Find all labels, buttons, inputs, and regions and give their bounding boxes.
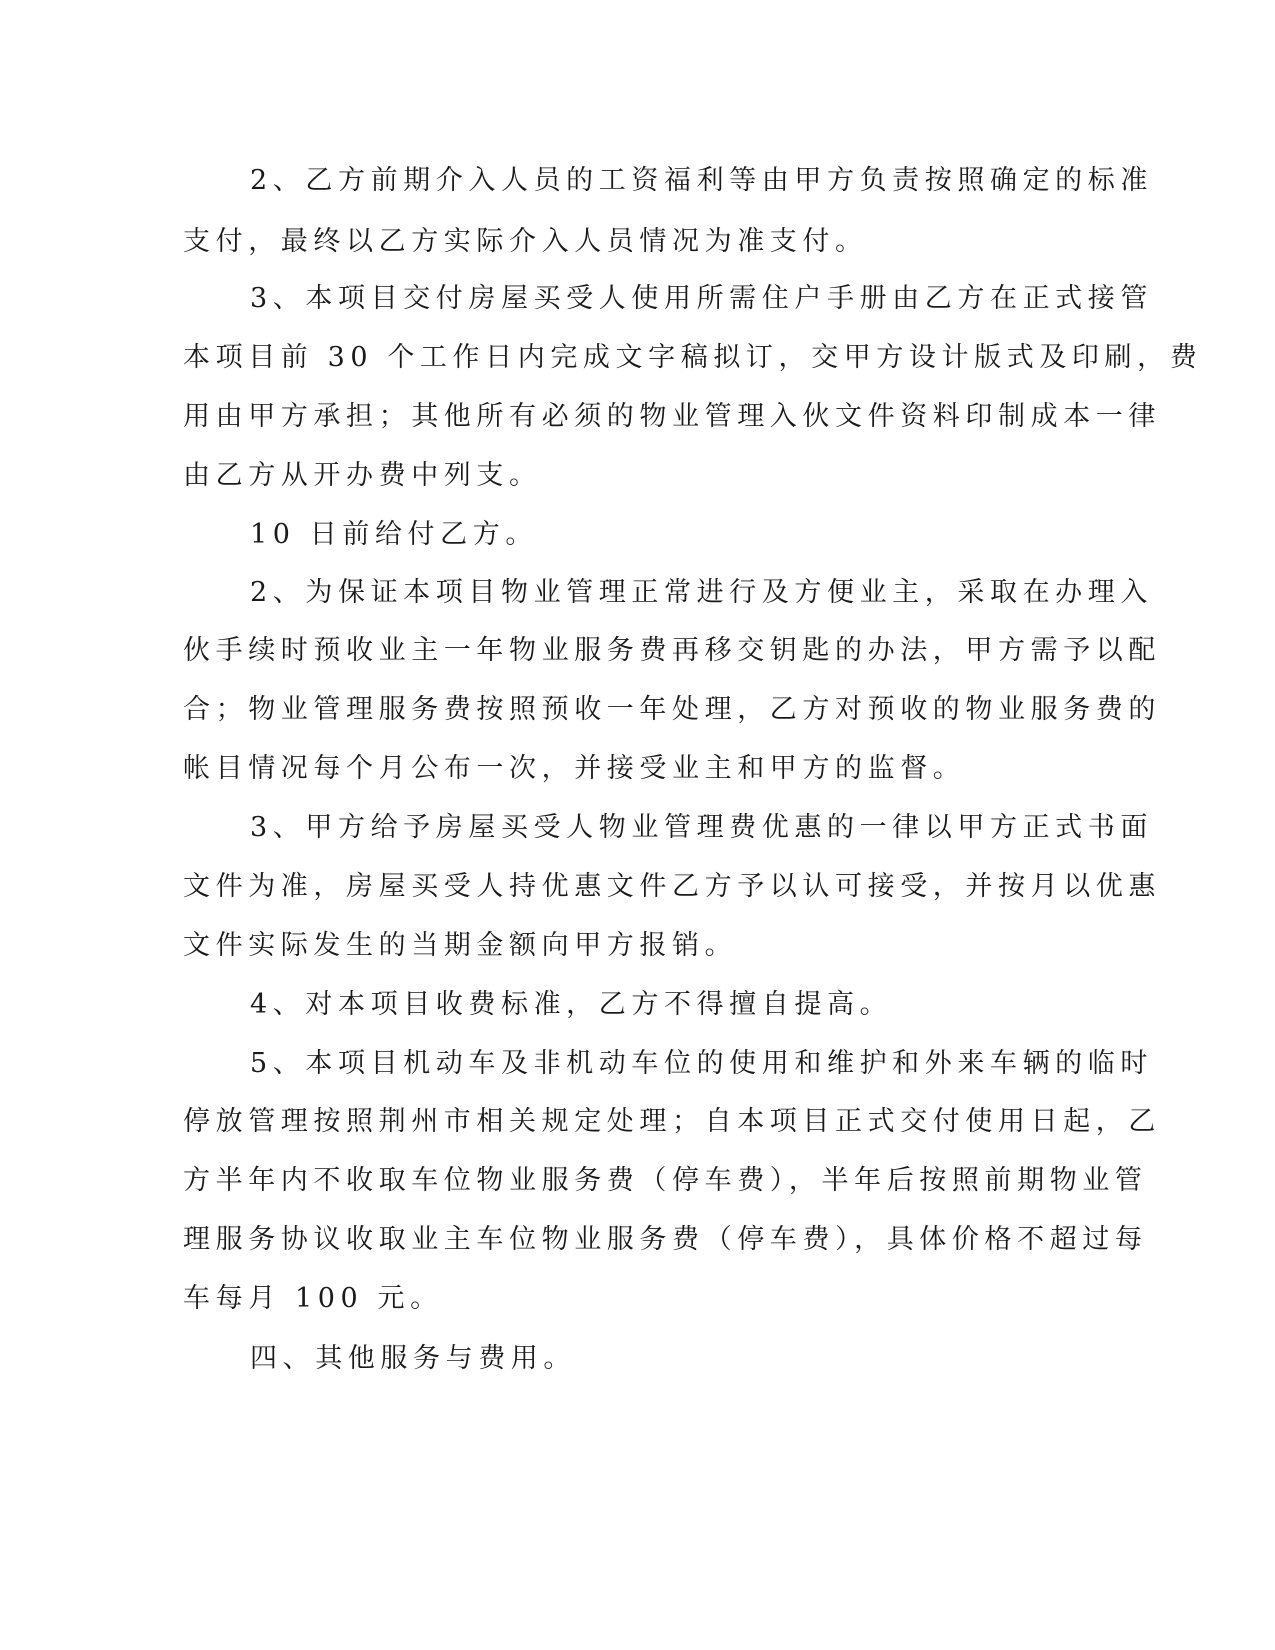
text-line: 文件实际发生的当期金额向甲方报销。: [183, 930, 738, 961]
text-line: 伙手续时预收业主一年物业服务费再移交钥匙的办法，甲方需予以配: [183, 635, 1161, 666]
text-line: 文件为准，房屋买受人持优惠文件乙方予以认可接受，并按月以优惠: [183, 871, 1161, 902]
text-line: 4、对本项目收费标准，乙方不得擅自提高。: [250, 989, 893, 1020]
text-line: 方半年内不收取车位物业服务费（停车费），半年后按照前期物业管: [183, 1165, 1148, 1196]
text-line: 由乙方从开办费中列支。: [183, 460, 542, 491]
text-line: 3、本项目交付房屋买受人使用所需住户手册由乙方在正式接管: [250, 283, 1153, 314]
text-line: 本项目前 30 个工作日内完成文字稿拟订，交甲方设计版式及印刷，费: [183, 342, 1203, 373]
text-line: 2、乙方前期介入人员的工资福利等由甲方负责按照确定的标准: [250, 165, 1153, 196]
text-line: 车每月 100 元。: [183, 1283, 443, 1314]
text-line: 5、本项目机动车及非机动车位的使用和维护和外来车辆的临时: [250, 1048, 1153, 1079]
text-line: 合；物业管理服务费按照预收一年处理，乙方对预收的物业服务费的: [183, 694, 1161, 725]
text-line: 帐目情况每个月公布一次，并接受业主和甲方的监督。: [183, 753, 966, 784]
text-line: 理服务协议收取业主车位物业服务费（停车费），具体价格不超过每: [183, 1224, 1148, 1255]
text-line: 3、甲方给予房屋买受人物业管理费优惠的一律以甲方正式书面: [250, 812, 1153, 843]
text-line: 支付，最终以乙方实际介入人员情况为准支付。: [183, 226, 868, 257]
text-line: 2、为保证本项目物业管理正常进行及方便业主，采取在办理入: [250, 577, 1153, 608]
section-heading: 四、其他服务与费用。: [250, 1343, 576, 1374]
text-line: 10 日前给付乙方。: [250, 519, 538, 550]
text-line: 停放管理按照荆州市相关规定处理；自本项目正式交付使用日起，乙: [183, 1106, 1161, 1137]
text-line: 用由甲方承担；其他所有必须的物业管理入伙文件资料印制成本一律: [183, 401, 1161, 432]
